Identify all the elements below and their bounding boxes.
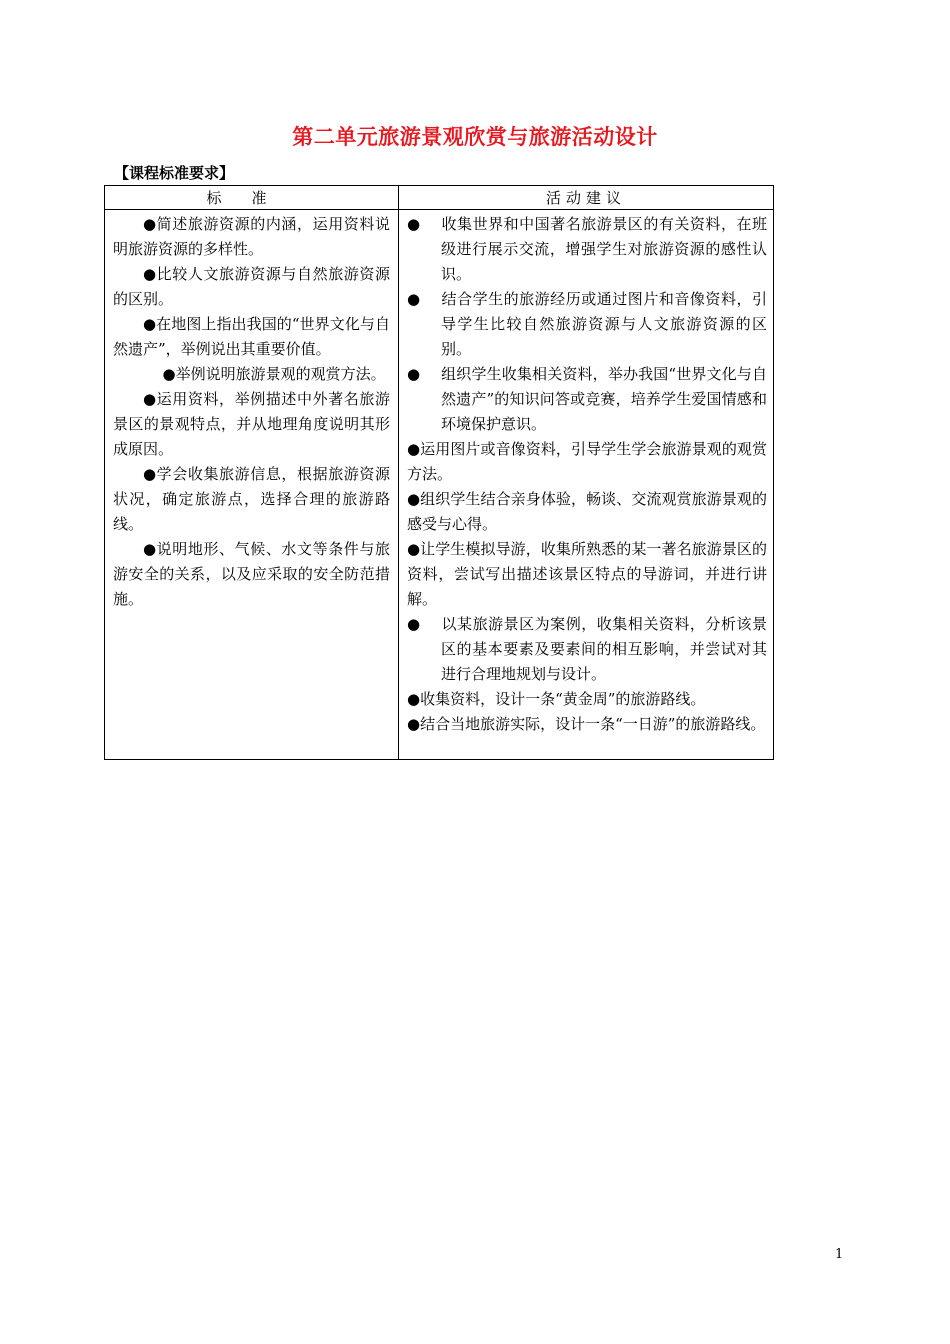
activity-item: ●运用图片或音像资料，引导学生学会旅游景观的观赏方法。 xyxy=(407,440,767,483)
standard-item: ●在地图上指出我国的“世界文化与自然遗产”，举例说出其重要价值。 xyxy=(113,315,390,358)
standard-item: ●学会收集旅游信息，根据旅游资源状况，确定旅游点，选择合理的旅游路线。 xyxy=(113,465,390,533)
standard-item: ●说明地形、气候、水文等条件与旅游安全的关系，以及应采取的安全防范措施。 xyxy=(113,540,390,608)
standards-cell xyxy=(105,210,399,760)
activity-item xyxy=(407,612,767,687)
bullet-icon: ● xyxy=(407,290,421,308)
activity-text: 结合学生的旅游经历或通过图片和音像资料，引导学生比较自然旅游资源与人文旅游资源的区别。 xyxy=(441,290,767,358)
activity-item: ●收集资料，设计一条“黄金周”的旅游路线。 xyxy=(407,690,706,708)
standard-item: ●简述旅游资源的内涵，运用资料说明旅游资源的多样性。 xyxy=(113,215,390,258)
activity-item xyxy=(407,212,767,287)
activity-item: ●让学生模拟导游，收集所熟悉的某一著名旅游景区的资料，尝试写出描述该景区特点的导游词，并进行讲解。 xyxy=(407,540,767,608)
activity-text: 组织学生收集相关资料，举办我国“世界文化与自然遗产”的知识问答或竞赛，培养学生爱国情感和环境保护意识。 xyxy=(441,365,767,433)
bullet-icon: ● xyxy=(407,615,421,633)
bullet-icon: ● xyxy=(407,365,421,383)
activity-text: 以某旅游景区为案例，收集相关资料，分析该景区的基本要素及要素间的相互影响，并尝试对其进行合理地规划与设计。 xyxy=(441,615,767,683)
header-activities: 活动建议 xyxy=(399,186,774,210)
standard-item: ●比较人文旅游资源与自然旅游资源的区别。 xyxy=(113,265,390,308)
activity-item: ●结合当地旅游实际，设计一条“一日游”的旅游路线。 xyxy=(407,715,766,733)
table-header-row xyxy=(105,186,774,210)
activity-item: ●组织学生结合亲身体验，畅谈、交流观赏旅游景观的感受与心得。 xyxy=(407,490,767,533)
table-row xyxy=(105,210,774,760)
activity-item xyxy=(407,287,767,362)
page-number: 1 xyxy=(835,1247,844,1262)
standard-item: ●运用资料，举例描述中外著名旅游景区的景观特点，并从地理角度说明其形成原因。 xyxy=(113,390,390,458)
section-heading: 【课程标准要求】 xyxy=(114,164,235,182)
curriculum-standards-table xyxy=(104,185,774,760)
bullet-icon: ● xyxy=(407,215,421,233)
activity-item xyxy=(407,362,767,437)
document-title: 第二单元旅游景观欣赏与旅游活动设计 xyxy=(292,124,658,149)
standard-item: ●举例说明旅游景观的观赏方法。 xyxy=(162,365,386,383)
header-standards: 标准 xyxy=(105,186,399,210)
activity-text: 收集世界和中国著名旅游景区的有关资料，在班级进行展示交流，增强学生对旅游资源的感性认识。 xyxy=(441,215,767,283)
activities-cell xyxy=(399,210,774,760)
